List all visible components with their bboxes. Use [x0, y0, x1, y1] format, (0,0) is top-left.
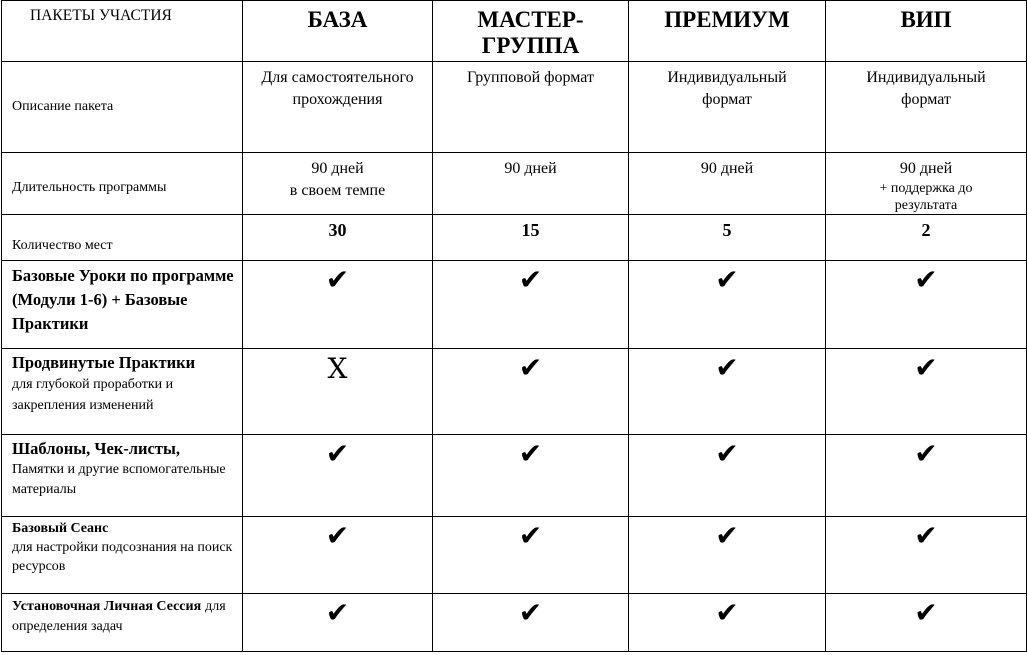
duration-row: [2, 153, 1027, 215]
base-lessons-row: [2, 261, 1027, 349]
duration-vip: [826, 153, 1027, 215]
base-lessons-label: Базовые Уроки по программе (Модули 1-6) + Базовые Практики: [2, 261, 243, 349]
personal-base-check-icon: ✔: [243, 594, 433, 652]
seats-row: [2, 215, 1027, 261]
duration-vip-note-text: + поддержка до результата: [879, 181, 973, 213]
personal-label-title: Установочная Личная Сессия: [12, 599, 202, 614]
advanced-vip-check-icon: ✔: [826, 349, 1027, 435]
package-vip-header: ВИП: [826, 1, 1027, 62]
description-vip: [826, 62, 1027, 153]
base-lessons-mastergroup-check-icon: ✔: [433, 261, 629, 349]
header-row: [2, 1, 1027, 62]
templates-premium-check-icon: ✔: [629, 435, 826, 517]
description-premium: [629, 62, 826, 153]
description-base-text: Для самостоятельного прохождения: [261, 69, 414, 108]
session-vip-check-icon: ✔: [826, 517, 1027, 594]
templates-label-desc: Памятки и другие вспомогательные материалы: [12, 462, 226, 497]
description-label: Описание пакета: [2, 62, 243, 153]
templates-base-check-icon: ✔: [243, 435, 433, 517]
duration-base-note: в своем темпе: [289, 182, 386, 199]
package-premium-header: ПРЕМИУМ: [629, 1, 826, 62]
seats-label: Количество мест: [2, 215, 243, 261]
session-mastergroup-check-icon: ✔: [433, 517, 629, 594]
advanced-label-title: Продвинутые Практики: [12, 353, 196, 372]
personal-label-desc: для определения задач: [12, 599, 226, 634]
description-base: [243, 62, 433, 153]
templates-label-title: Шаблоны, Чек-листы,: [12, 439, 180, 458]
advanced-base-cross-icon: X: [243, 349, 433, 435]
seats-vip: 2: [826, 215, 1027, 261]
personal-mastergroup-check-icon: ✔: [433, 594, 629, 652]
package-mastergroup-header: [433, 1, 629, 62]
duration-mastergroup: 90 дней: [433, 153, 629, 215]
duration-label: Длительность программы: [2, 153, 243, 215]
description-vip-text: Индивидуальный формат: [866, 69, 986, 108]
session-label-desc: для настройки подсознания на поиск ресурсов: [12, 540, 233, 574]
seats-mastergroup: 15: [433, 215, 629, 261]
package-mastergroup-header-text: МАСТЕР-ГРУППА: [477, 7, 584, 58]
description-premium-text: Индивидуальный формат: [667, 69, 787, 108]
package-base-header: БАЗА: [243, 1, 433, 62]
seats-premium: 5: [629, 215, 826, 261]
base-lessons-base-check-icon: ✔: [243, 261, 433, 349]
packages-table: [1, 0, 1027, 652]
templates-label: [2, 435, 243, 517]
duration-vip-value: 90 дней: [899, 160, 953, 177]
templates-mastergroup-check-icon: ✔: [433, 435, 629, 517]
duration-vip-note: [826, 180, 1026, 214]
session-premium-check-icon: ✔: [629, 517, 826, 594]
duration-premium: 90 дней: [629, 153, 826, 215]
base-lessons-premium-check-icon: ✔: [629, 261, 826, 349]
personal-vip-check-icon: ✔: [826, 594, 1027, 652]
base-lessons-vip-check-icon: ✔: [826, 261, 1027, 349]
templates-vip-check-icon: ✔: [826, 435, 1027, 517]
personal-row: [2, 594, 1027, 652]
advanced-label-desc: для глубокой проработки и закрепления изменений: [12, 377, 174, 413]
advanced-mastergroup-check-icon: ✔: [433, 349, 629, 435]
session-base-check-icon: ✔: [243, 517, 433, 594]
duration-base-value: 90 дней: [311, 160, 364, 177]
seats-base: 30: [243, 215, 433, 261]
advanced-label: [2, 349, 243, 435]
session-label: [2, 517, 243, 594]
session-row: [2, 517, 1027, 594]
personal-label: [2, 594, 243, 652]
description-row: [2, 62, 1027, 153]
templates-row: [2, 435, 1027, 517]
duration-base: [243, 153, 433, 215]
personal-premium-check-icon: ✔: [629, 594, 826, 652]
description-mastergroup: Групповой формат: [433, 62, 629, 153]
advanced-row: [2, 349, 1027, 435]
packages-header-label: ПАКЕТЫ УЧАСТИЯ: [2, 1, 243, 62]
session-label-title: Базовый Сеанс: [12, 521, 109, 536]
advanced-premium-check-icon: ✔: [629, 349, 826, 435]
